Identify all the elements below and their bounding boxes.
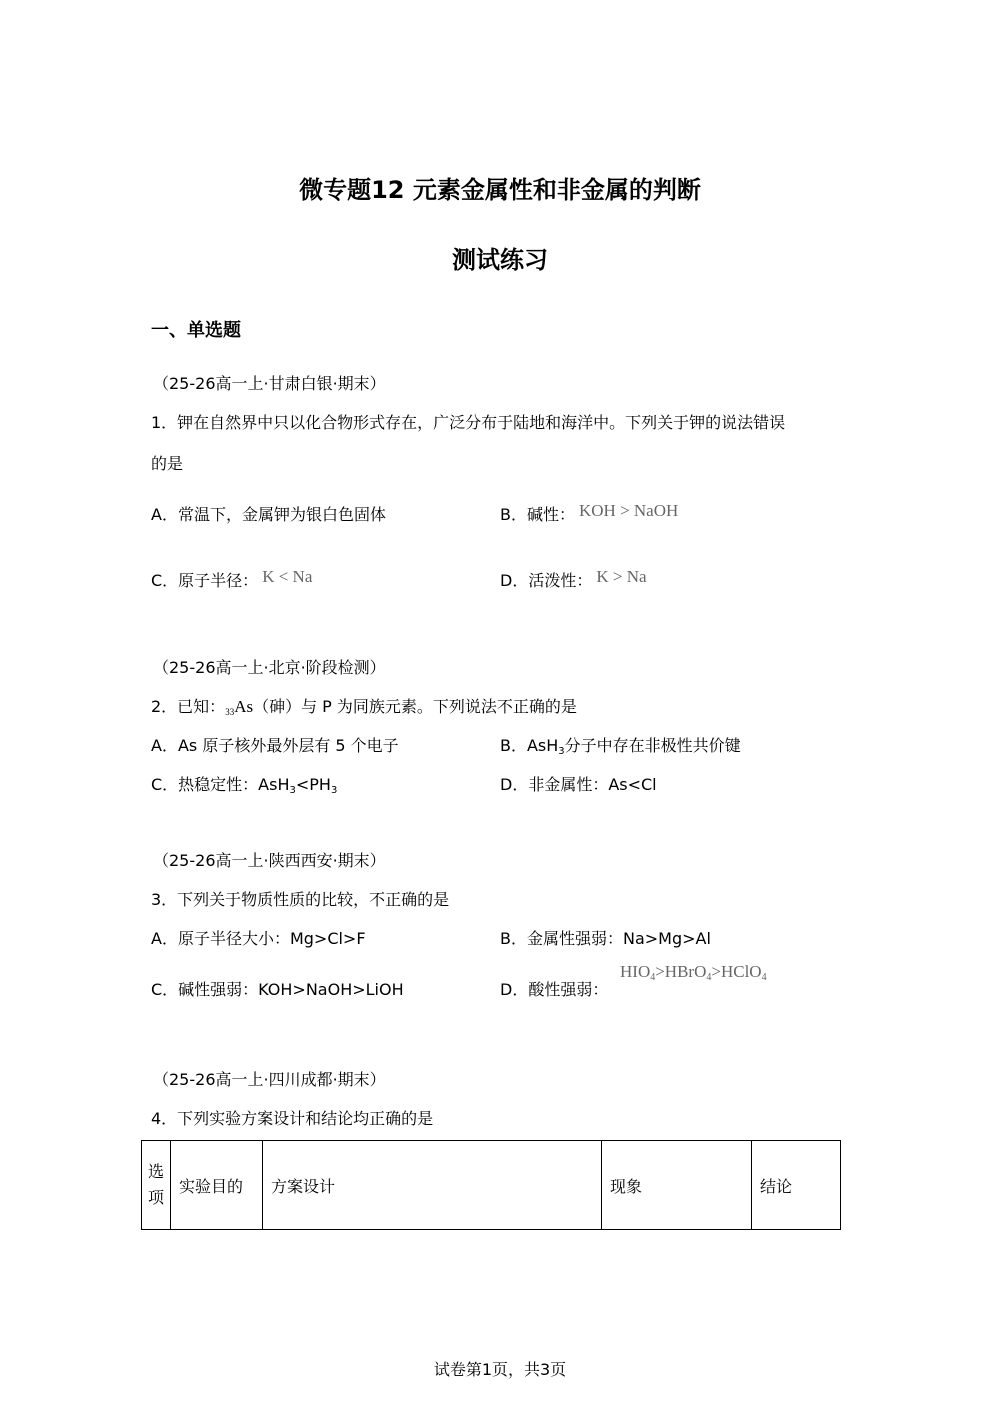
- q1-option-d: [500, 564, 647, 590]
- q2-mass-number: 33: [225, 707, 235, 717]
- q3-d-s3: 4: [761, 972, 767, 983]
- table-header-conclusion: 结论: [752, 1141, 841, 1230]
- q1-option-c: [151, 564, 313, 590]
- q4-stem: 4．下列实验方案设计和结论均正确的是: [151, 1109, 434, 1128]
- q2-option-c-pre: C．热稳定性：AsH: [151, 775, 290, 794]
- q1-option-b-label: B．碱性：: [500, 505, 575, 524]
- q2-option-b-pre: B．AsH: [500, 736, 559, 755]
- q2-option-b-post: 分子中存在非极性共价键: [564, 736, 741, 755]
- q1-option-c-formula: K < Na: [262, 567, 313, 586]
- table-header-row: [142, 1141, 841, 1230]
- q3-d-s2: 4: [706, 972, 712, 983]
- table-header-option-line2: 项: [148, 1188, 165, 1207]
- q2-option-a: A．As 原子核外最外层有 5 个电子: [151, 736, 399, 755]
- page-subtitle: 测试练习: [452, 246, 548, 274]
- q2-stem-prefix: 2．已知：: [151, 697, 226, 716]
- q3-option-b: B．金属性强弱：Na>Mg>Al: [500, 929, 711, 948]
- q1-option-d-label: D．活泼性：: [500, 571, 593, 590]
- q2-source: （25-26高一上·北京·阶段检测）: [153, 658, 386, 677]
- q3-stem: 3．下列关于物质性质的比较，不正确的是: [151, 890, 450, 909]
- q3-option-a: A．原子半径大小：Mg>Cl>F: [151, 929, 366, 948]
- q3-source: （25-26高一上·陕西西安·期末）: [153, 851, 386, 870]
- q1-source: （25-26高一上·甘肃白银·期末）: [153, 374, 386, 393]
- q2-stem: [151, 694, 577, 717]
- q1-option-c-label: C．原子半径：: [151, 571, 259, 590]
- q1-option-b: [500, 498, 679, 524]
- q4-table: [141, 1140, 841, 1230]
- q2-option-b: [500, 733, 741, 757]
- q1-stem-line2: 的是: [151, 454, 184, 473]
- table-header-option: [142, 1141, 171, 1230]
- q2-option-c-mid: <PH: [295, 775, 331, 794]
- q2-option-d: D．非金属性：As<Cl: [500, 775, 657, 794]
- q1-option-a: A．常温下，金属钾为银白色固体: [151, 505, 386, 524]
- q1-stem-line1: 1．钾在自然界中只以化合物形式存在，广泛分布于陆地和海洋中。下列关于钾的说法错误: [151, 413, 786, 432]
- section-heading: 一、单选题: [151, 320, 241, 341]
- q4-source: （25-26高一上·四川成都·期末）: [153, 1070, 386, 1089]
- q2-option-b-sub: 3: [558, 746, 565, 757]
- page-title: 微专题12 元素金属性和非金属的判断: [299, 176, 701, 204]
- table-header-phenomenon: 现象: [602, 1141, 752, 1230]
- q3-d-f3: >HClO: [711, 962, 762, 981]
- q3-d-f1: HIO: [620, 962, 651, 981]
- q2-option-c: [151, 772, 337, 796]
- q1-option-d-formula: K > Na: [596, 567, 647, 586]
- table-header-design: 方案设计: [263, 1141, 602, 1230]
- q2-option-c-sub1: 3: [289, 785, 296, 796]
- q3-option-c: C．碱性强弱：KOH>NaOH>LiOH: [151, 980, 404, 999]
- table-header-option-line1: 选: [148, 1162, 165, 1181]
- q3-d-f2: >HBrO: [655, 962, 707, 981]
- q3-option-d-label: D．酸性强弱：: [500, 980, 609, 999]
- q3-d-s1: 4: [650, 972, 656, 983]
- q3-option-d-formula: [620, 962, 767, 983]
- q1-option-b-formula: KOH > NaOH: [578, 501, 679, 520]
- q2-stem-rest: （砷）与 P 为同族元素。下列说法不正确的是: [253, 697, 577, 716]
- q2-element: As: [234, 697, 254, 716]
- q2-option-c-sub2: 3: [330, 785, 338, 796]
- page-footer: 试卷第1页，共3页: [433, 1360, 567, 1379]
- table-header-purpose: 实验目的: [171, 1141, 263, 1230]
